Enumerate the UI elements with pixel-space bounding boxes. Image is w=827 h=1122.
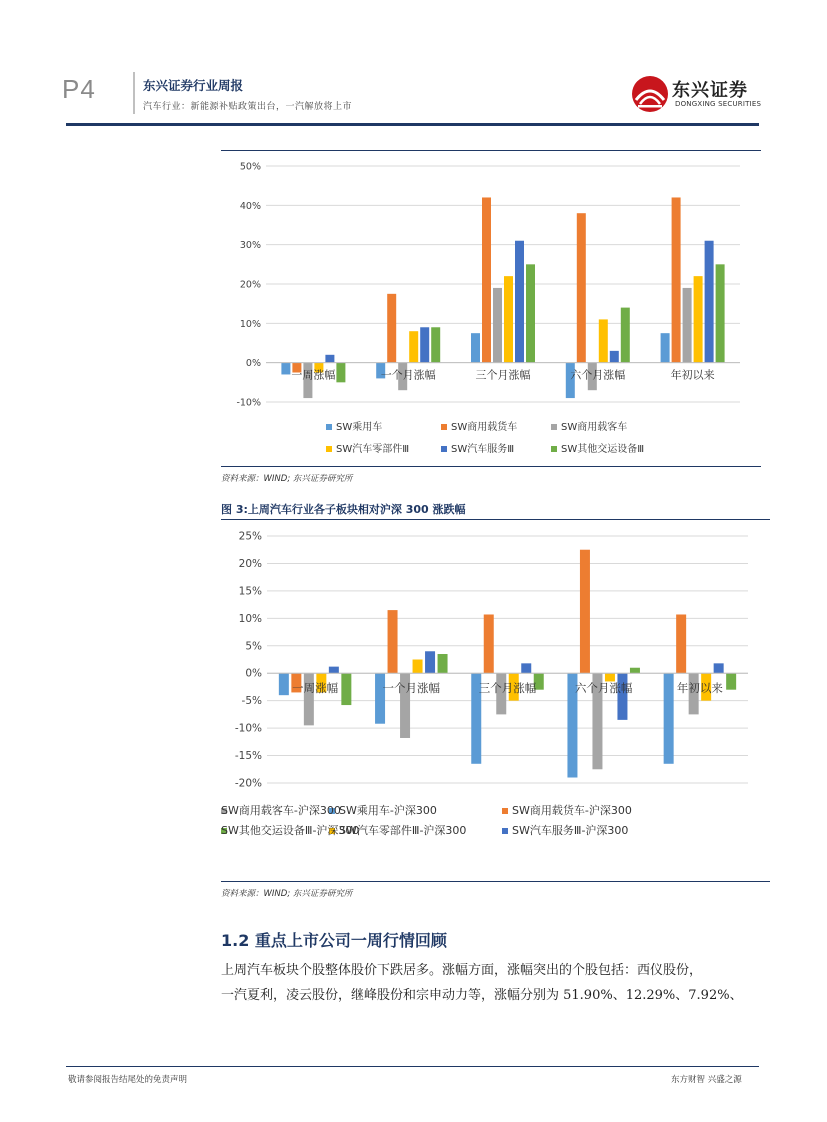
category-label: 六个月涨幅 <box>574 681 633 696</box>
legend-label: SW其他交运设备Ⅲ-沪深300 <box>221 824 360 837</box>
legend-label: SW汽车服务Ⅲ-沪深300 <box>512 824 629 837</box>
category-label: 一周涨幅 <box>291 368 336 382</box>
logo-text-en: DONGXING SECURITIES <box>675 100 762 108</box>
bar <box>413 660 423 674</box>
y-tick-label: -10% <box>234 722 262 735</box>
header-rule <box>66 123 759 126</box>
category-label: 三个月涨幅 <box>475 368 531 382</box>
y-tick-label: 15% <box>238 585 262 598</box>
bar <box>577 213 586 362</box>
bar <box>484 614 494 673</box>
bar <box>630 668 640 673</box>
legend-swatch <box>551 424 557 430</box>
header-divider <box>133 72 135 114</box>
bar <box>526 264 535 362</box>
y-tick-label: -10% <box>236 397 261 409</box>
y-tick-label: 30% <box>239 240 261 252</box>
category-label: 一个月涨幅 <box>380 368 436 382</box>
legend-label: SW汽车零部件Ⅲ <box>336 444 410 455</box>
bar <box>610 351 619 363</box>
y-tick-label: 10% <box>239 318 261 330</box>
legend-swatch <box>502 828 508 834</box>
legend-label: SW商用载货车 <box>451 422 518 433</box>
bar <box>438 654 448 673</box>
bar <box>661 333 670 363</box>
bar <box>341 673 351 705</box>
category-label: 六个月涨幅 <box>570 368 626 382</box>
chart2-bottom-rule <box>221 881 770 882</box>
bar <box>716 264 725 362</box>
bar <box>420 327 429 362</box>
y-tick-label: -20% <box>234 777 262 790</box>
y-tick-label: 20% <box>238 557 262 570</box>
bar <box>336 363 345 383</box>
chart-sub-sector-returns <box>221 152 761 464</box>
category-label: 年初以来 <box>676 681 723 696</box>
bar <box>705 241 714 363</box>
bar <box>694 276 703 363</box>
paragraph-line-1: 上周汽车板块个股整体股价下跌居多。涨幅方面，涨幅突出的个股包括：西仪股份， <box>221 963 703 978</box>
bar <box>672 197 681 362</box>
legend-label: SW乘用车 <box>336 422 383 433</box>
y-tick-label: 50% <box>239 161 261 173</box>
figure-3-title: 图 3:上周汽车行业各子板块相对沪深 300 涨跌幅 <box>221 503 466 516</box>
legend-swatch <box>502 808 508 814</box>
logo-text-cn: 东兴证券 <box>672 80 748 101</box>
bar <box>599 319 608 362</box>
legend-label: SW商用载客车-沪深300 <box>221 804 341 817</box>
y-tick-label: 5% <box>245 640 262 653</box>
bar <box>621 308 630 363</box>
chart1-top-rule <box>221 150 761 151</box>
bar <box>471 333 480 363</box>
y-tick-label: -15% <box>234 750 262 763</box>
bar <box>409 331 418 362</box>
bar <box>425 651 435 673</box>
bar <box>493 288 502 363</box>
paragraph-line-2: 一汽夏利，凌云股份，继峰股份和宗申动力等，涨幅分别为 51.90%、12.29%、7.92%、 <box>221 988 743 1003</box>
section-title: 1.2 重点上市公司一周行情回顾 <box>221 931 447 950</box>
y-tick-label: 40% <box>239 200 261 212</box>
company-logo-icon <box>630 74 670 114</box>
bar <box>714 663 724 673</box>
bar <box>726 673 736 689</box>
bar <box>683 288 692 363</box>
footer-disclaimer: 敬请参阅报告结尾处的免责声明 <box>68 1075 188 1085</box>
category-label: 一周涨幅 <box>292 681 339 696</box>
legend-label: SW乘用车-沪深300 <box>339 804 437 817</box>
page-number: P4 <box>62 74 96 104</box>
chart2-source: 资料来源：WIND; 东兴证券研究所 <box>221 889 353 899</box>
bar <box>515 241 524 363</box>
y-tick-label: 25% <box>238 530 262 543</box>
legend-label: SW商用载货车-沪深300 <box>512 804 632 817</box>
y-tick-label: 0% <box>245 358 261 370</box>
footer-rule <box>66 1066 759 1067</box>
category-label: 一个月涨幅 <box>382 681 441 696</box>
bar <box>676 614 686 673</box>
bar <box>580 550 590 674</box>
bar <box>279 673 289 695</box>
bar <box>281 363 290 375</box>
bar <box>482 197 491 362</box>
chart1-bottom-rule <box>221 466 761 467</box>
bar <box>664 673 674 764</box>
report-title: 东兴证券行业周报 <box>143 78 244 93</box>
y-tick-label: 10% <box>238 612 262 625</box>
bar <box>388 610 398 673</box>
bar <box>387 294 396 363</box>
legend-swatch <box>551 446 557 452</box>
chart-relative-to-csi300 <box>221 521 770 879</box>
legend-label: SW商用载客车 <box>561 422 628 433</box>
chart2-top-rule <box>221 519 770 520</box>
legend-swatch <box>326 446 332 452</box>
legend-swatch <box>326 424 332 430</box>
report-subtitle: 汽车行业：新能源补贴政策出台，一汽解放将上市 <box>143 102 353 112</box>
y-tick-label: 0% <box>245 667 262 680</box>
bar <box>504 276 513 363</box>
chart1-source: 资料来源：WIND; 东兴证券研究所 <box>221 474 353 484</box>
bar <box>521 663 531 673</box>
footer-slogan: 东方财智 兴盛之源 <box>671 1075 742 1085</box>
legend-swatch <box>441 424 447 430</box>
y-tick-label: 20% <box>239 279 261 291</box>
bar <box>605 673 615 681</box>
category-label: 三个月涨幅 <box>478 681 537 696</box>
bar <box>617 673 627 720</box>
bar <box>329 667 339 674</box>
bar <box>325 355 334 363</box>
legend-label: SW其他交运设备Ⅲ <box>561 444 645 455</box>
legend-swatch <box>441 446 447 452</box>
bar <box>431 327 440 362</box>
category-label: 年初以来 <box>670 368 715 382</box>
legend-label: SW汽车服务Ⅲ <box>451 444 515 455</box>
legend-label: SW汽车零部件Ⅲ-沪深300 <box>339 824 467 837</box>
y-tick-label: -5% <box>241 695 262 708</box>
